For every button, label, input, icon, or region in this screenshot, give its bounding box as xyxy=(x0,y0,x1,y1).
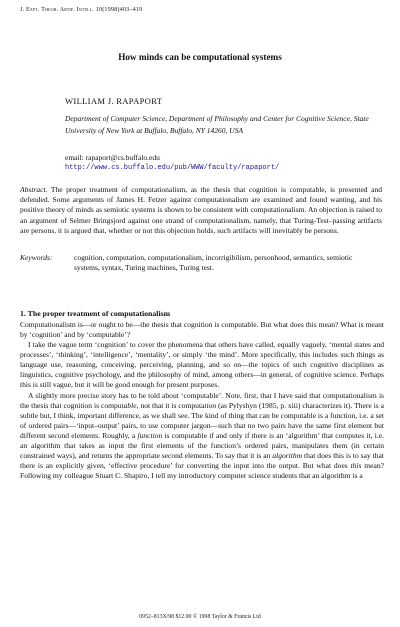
journal-volume: 10(1998)403–419 xyxy=(94,6,143,13)
paper-title: How minds can be computational systems xyxy=(118,52,282,62)
emphasis: function xyxy=(137,430,163,440)
paragraph: Computationalism is—or ought to be—the thesis that cognition is computable. But what does this mean? What is meant by ‘cognition’ and by ‘computable’? xyxy=(20,320,384,340)
section-heading: 1. The proper treatment of computationalism xyxy=(20,309,171,318)
text-run: (as Pylyshyn (1985, p. xiii) characterizes it). There is a subtle but, I think, important difference, as we shall see. The kind of thing that can be computable is a function, i.e. a set of ordered pairs—‘input–output’ pairs, to use computer jargon—such that no two pairs have the same first element but different second elements. Roughly, a xyxy=(20,400,385,440)
author-url-link[interactable]: http://www.cs.buffalo.edu/pub/WWW/faculty/rapaport/ xyxy=(65,164,280,172)
emphasis: tion xyxy=(204,400,217,410)
text-run: , not that it is computa xyxy=(136,400,205,410)
paragraph xyxy=(20,391,384,482)
section-body xyxy=(20,320,384,481)
journal-name: Expt. Theor. Artif. Intell. xyxy=(25,6,95,13)
running-head xyxy=(20,6,142,13)
emphasis: this xyxy=(350,461,362,471)
author-email[interactable]: email: rapaport@cs.buffalo.edu xyxy=(65,153,160,162)
text-run: mean? Following my colleague Stuart C. Shapiro, I tell my introductory computer science students that an algorithm is a xyxy=(20,461,384,481)
author-name: WILLIAM J. RAPAPORT xyxy=(65,96,163,106)
journal-prefix: J. xyxy=(20,6,26,13)
abstract xyxy=(20,185,382,236)
author-affiliation: Department of Computer Science, Department of Philosophy and Center for Cognitive Science, State University of New York at Buffalo, Buffalo, NY 14260, USA xyxy=(65,114,369,135)
text-run: that does this is to say that there is an explicitly given, ‘effective procedure’ for converting the input into the output. But what does xyxy=(20,451,384,471)
text-run: is computable if and only if there is an ‘algorithm’ that computes it, i.e. an algorithm that takes as input the first elements of the function’s ordered pairs, manipulates them (in certain constrained ways), and returns the appropriate second elements. To say that it is an xyxy=(20,430,385,461)
abstract-text: The proper treatment of computationalism, as the thesis that cognition is computable, is presented and defended. Some arguments of James H. Fetzer against computationalism are examined and found wanting, and his positive theory of minds as semiotic systems is shown to be consistent with computationalism. An objection is raised to an argument of Selmer Bringsjord against one strand of computationalism, namely, that Turing-Test–passing artifacts are persons, it is argued that, whether or not this objection holds, such artifacts will inevitably be persons. xyxy=(20,185,382,235)
abstract-label: Abstract. xyxy=(20,185,48,194)
paragraph: I take the vague term ‘cognition’ to cover the phenomena that others have called, equally vaguely, ‘mental states and processes’, ‘thinking’, ‘intelligence’, ‘mentality’, or simply ‘the mind’. More specifically, this includes such things as language use, reasoning, conceiving, perceiving, planning, and so on—the topics of such cognitive disciplines as linguistics, cognitive psychology, and the philosophy of mind, among others—in general, of cognitive science. Perhaps this is still vague, but it will be good enough for present purposes. xyxy=(20,340,384,390)
text-run: A slightly more precise story has to be told about ‘computable’. Note, first, that I have said that computationalism is the thesis that cognition is comput xyxy=(20,390,384,410)
emphasis: algorithm xyxy=(272,451,303,461)
keywords-label: Keywords: xyxy=(20,253,53,262)
keywords-text: cognition, computation, computationalism, incorrigibilism, personhood, semantics, semiotic systems, syntax, Turing machines, Turing test. xyxy=(74,253,353,273)
emphasis: able xyxy=(123,400,137,410)
copyright-footer: 0952–813X/98 $12.00 © 1998 Taylor & Francis Ltd xyxy=(139,614,261,620)
